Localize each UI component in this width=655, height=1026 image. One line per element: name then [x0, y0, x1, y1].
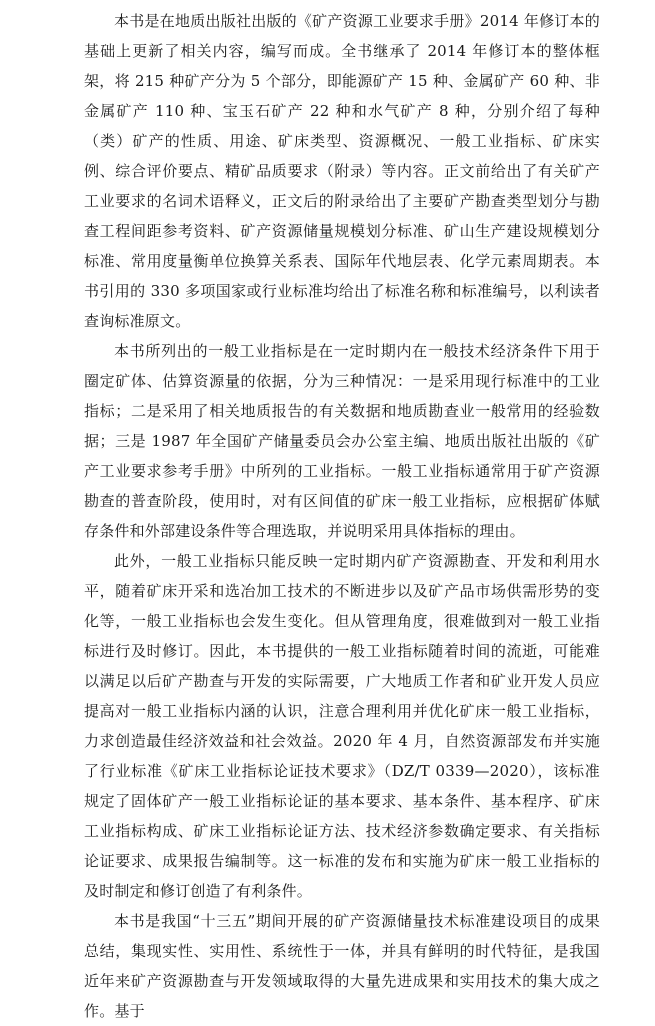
paragraph-intro: 本书是在地质出版社出版的《矿产资源工业要求手册》2014 年修订本的基础上更新了相关内容，编写而成。全书继承了 2014 年修订本的整体框架，将 215 种矿产分为 5 个部分，即能源矿产 15 种、金属矿产 60 种、非金属矿产 110 种、宝玉石矿产 22 种和水气矿产 8 种，分别介绍了每种（类）矿产的性质、用途、矿床类型、资源概况、一般工业指标、矿床实例、综合评价要点、精矿品质要求（附录）等内容。正文前给出了有关矿产工业要求的名词术语释义，正文后的附录给出了主要矿产勘查类型划分与勘查工程间距参考资料、矿产资源储量规模划分标准、矿山生产建设规模划分标准、常用度量衡单位换算关系表、国际年代地层表、化学元素周期表。本书引用的 330 多项国家或行业标准均给出了标准名称和标准编号，以利读者查询标准原文。 [84, 12, 600, 330]
body-text [84, 6, 600, 1026]
paragraph-indicators: 本书所列出的一般工业指标是在一定时期内在一般技术经济条件下用于圈定矿体、估算资源量的依据，分为三种情况：一是采用现行标准中的工业指标；二是采用了相关地质报告的有关数据和地质勘查业一般常用的经验数据；三是 1987 年全国矿产储量委员会办公室主编、地质出版社出版的《矿产工业要求参考手册》中所列的工业指标。一般工业指标通常用于矿产资源勘查的普查阶段，使用时，对有区间值的矿床一般工业指标，应根据矿体赋存条件和外部建设条件等合理选取，并说明采用具体指标的理由。 [84, 342, 600, 540]
paragraph-summary: 本书是我国“十三五”期间开展的矿产资源储量技术标准建设项目的成果总结，集现实性、实用性、系统性于一体，并具有鲜明的时代特征，是我国近年来矿产资源勘查与开发领域取得的大量先进成果和实用技术的集大成之作。基于 [84, 912, 600, 1020]
paragraph-changes: 此外，一般工业指标只能反映一定时期内矿产资源勘查、开发和利用水平，随着矿床开采和选冶加工技术的不断进步以及矿产品市场供需形势的变化等，一般工业指标也会发生变化。但从管理角度，很难做到对一般工业指标进行及时修订。因此，本书提供的一般工业指标随着时间的流逝，可能难以满足以后矿产勘查与开发的实际需要，广大地质工作者和矿业开发人员应提高对一般工业指标内涵的认识，注意合理利用并优化矿床一般工业指标，力求创造最佳经济效益和社会效益。2020 年 4 月，自然资源部发布并实施了行业标准《矿床工业指标论证技术要求》（DZ/T 0339—2020），该标准规定了固体矿产一般工业指标论证的基本要求、基本条件、基本程序、矿床工业指标构成、矿床工业指标论证方法、技术经济参数确定要求、有关指标论证要求、成果报告编制等。这一标准的发布和实施为矿床一般工业指标的及时制定和修订创造了有利条件。 [84, 552, 600, 900]
